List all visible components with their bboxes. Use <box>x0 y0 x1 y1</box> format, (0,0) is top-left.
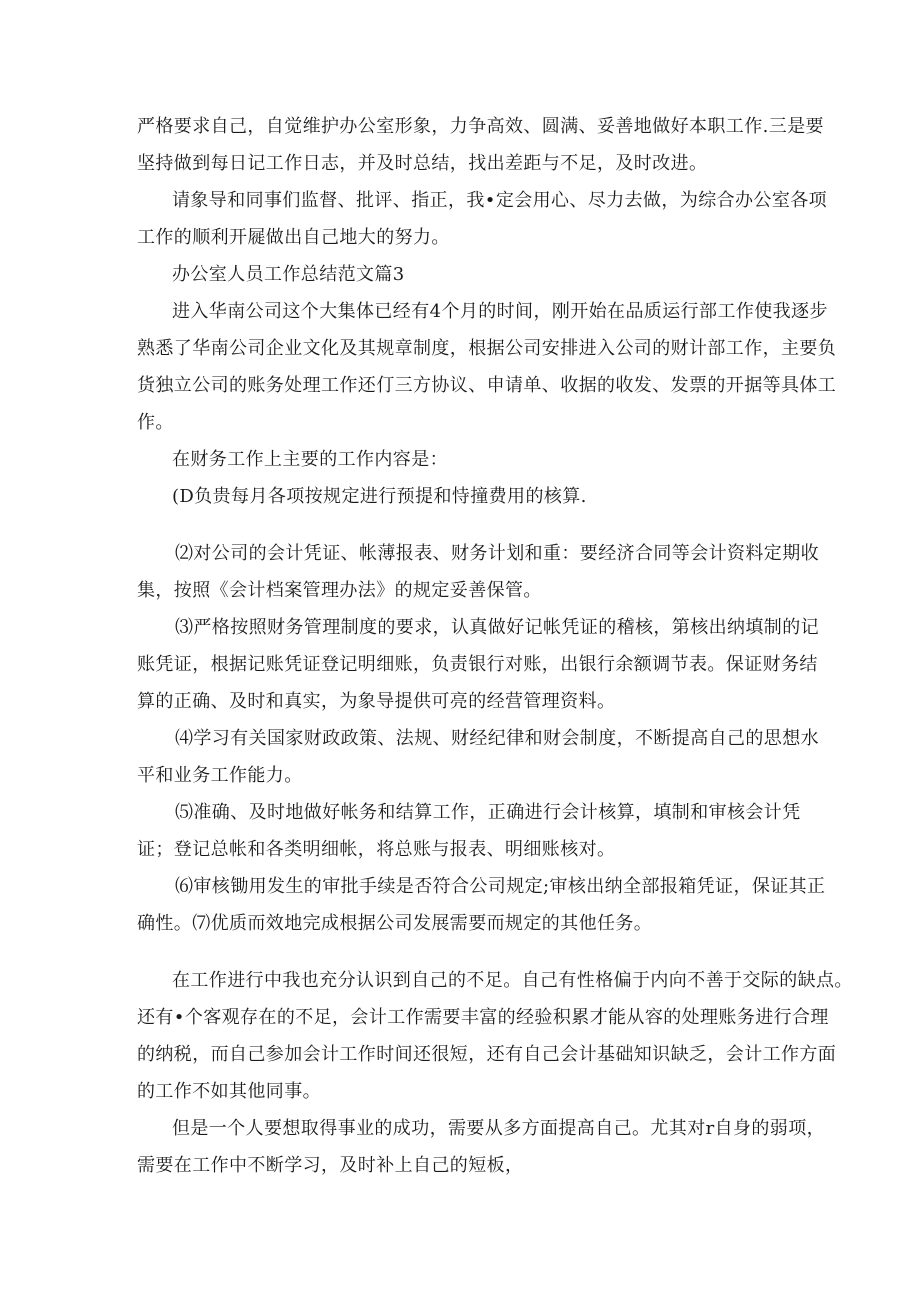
list-item: ⑷学习有关国家财政政策、法规、财经纪律和财会制度，不断提高自己的思想水 <box>175 728 819 749</box>
text-line: 作。 <box>137 412 174 433</box>
text-line: 在工作进行中我也充分认识到自己的不足。自己有性格偏于内向不善于交际的缺点。 <box>172 970 853 991</box>
text-line: 账凭证，根据记账凭证登记明细账，负责银行对账，出银行余额调节表。保证财务结 <box>137 654 818 675</box>
text-line: 平和业务工作能力。 <box>137 765 303 786</box>
text-line: 的纳税，而自己参加会计工作时间还很短，还有自己会计基础知识缺乏，会计工作方面 <box>137 1044 837 1065</box>
text-line: 工作的顺利开屣做出自己地大的努力。 <box>137 227 450 248</box>
text-line: 严格要求自己，自觉维护办公室形象，力争高效、圆满、妥善地做好本职工作.三是要 <box>137 116 824 137</box>
list-item: ⑶严格按照财务管理制度的要求，认真做好记帐凭证的稽核，第核出纳填制的记 <box>175 617 819 638</box>
list-item: ⑹审核锄用发生的审批手续是否符合公司规定;审核出纳全部报箱凭证，保证其正 <box>175 876 826 897</box>
text-line: 算的正确、及时和真实，为象导提供可亮的经营管理资料。 <box>137 691 616 712</box>
list-item: (D负贵每月各项按规定进行预提和恃撞费用的核算. <box>172 486 587 507</box>
text-line: 坚持做到每日记工作日志，并及时总结，找出差距与不足，及时改进。 <box>137 153 708 174</box>
text-line: 在财务工作上主要的工作内容是： <box>172 449 448 470</box>
list-item: ⑸准确、及时地做好帐务和结算工作，正确进行会计核算，填制和审核会计凭 <box>175 802 801 823</box>
text-line: 还有•个客观存在的不足，会计工作需要丰富的经验积累才能从容的处理账务进行合理 <box>137 1007 829 1028</box>
text-line: 货独立公司的账务处理工作还仃三方协议、申请单、收据的收发、发票的开据等具体工 <box>137 375 837 396</box>
text-line: 请象导和同事们监督、批评、指正，我•定会用心、尽力去做，为综合办公室各项 <box>172 190 828 211</box>
list-item: ⑵对公司的会计凭证、帐薄报表、财务计划和重：要经济合同等会计资料定期收 <box>175 543 819 564</box>
text-line: 熟悉了华南公司企业文化及其规章制度，根据公司安排进入公司的财计部工作，主要负 <box>137 338 837 359</box>
text-line: 但是一个人要想取得事业的成功，需要从多方面提高自己。尤其对r自身的弱项， <box>172 1118 826 1139</box>
text-line: 证；登记总帐和各类明细帐，将总账与报表、明细账核对。 <box>137 839 616 860</box>
text-line: 的工作不如其他同事。 <box>137 1081 321 1102</box>
text-line: 集，按照《会计档案管理办法》的规定妥善保管。 <box>137 580 542 601</box>
text-line: 需要在工作中不断学习，及时补上自己的短板， <box>137 1155 524 1176</box>
text-line: 进入华南公司这个大集体已经有4个月的时间，刚开始在品质运行部工作使我逐步 <box>172 301 828 322</box>
section-title: 办公室人员工作总结范文篇3 <box>172 264 405 285</box>
text-line: 确性。⑺优质而效地完成根据公司发展需要而规定的其他任务。 <box>137 913 653 934</box>
